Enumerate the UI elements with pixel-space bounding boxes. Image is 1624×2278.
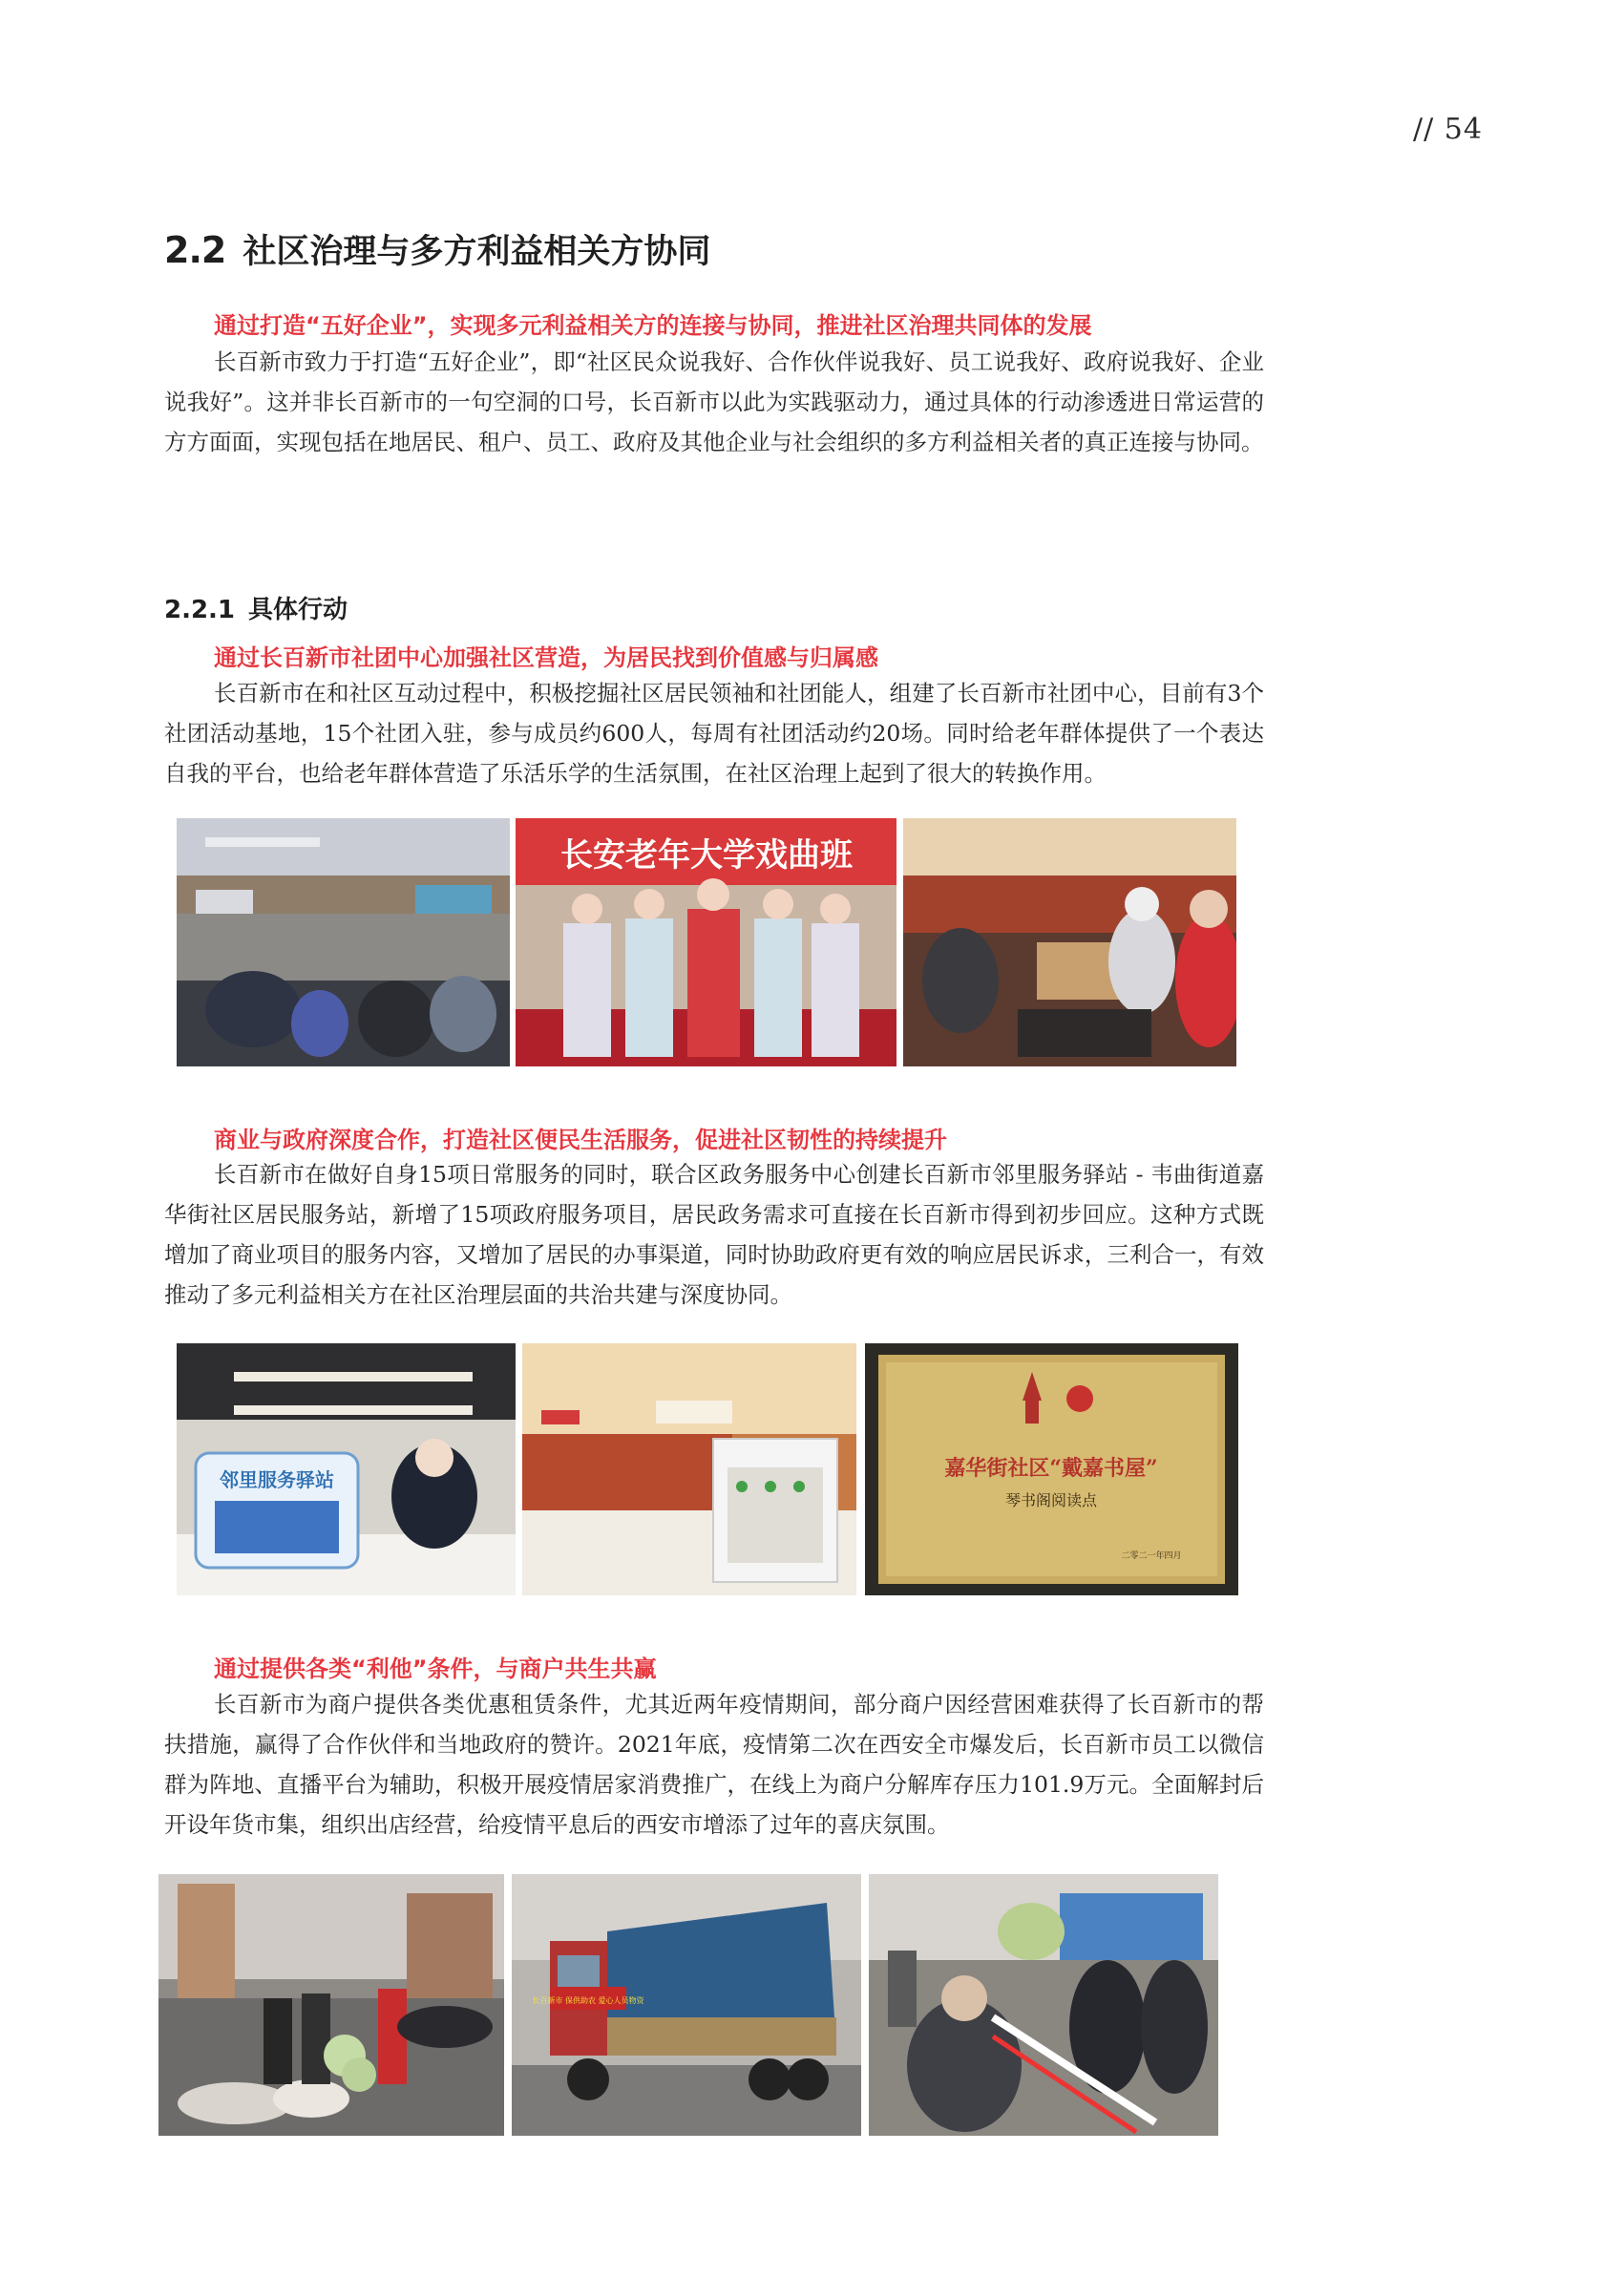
photo-elderly-club <box>903 818 1236 1066</box>
subsection-title: 具体行动 <box>248 596 348 624</box>
page-number: // 54 <box>1413 113 1483 146</box>
intro-subtitle: 通过打造“五好企业”，实现多元利益相关方的连接与协同，推进社区治理共同体的发展 <box>214 312 1092 339</box>
photo-grocery-handover <box>869 1874 1218 2136</box>
photo-service-counter <box>522 1343 856 1595</box>
photo-supply-truck <box>512 1874 861 2136</box>
section-heading <box>164 225 1310 273</box>
plaque-footer: 二零二一年四月 <box>1121 1551 1182 1561</box>
intro-paragraph: 长百新市致力于打造“五好企业”，即“社区民众说我好、合作伙伴说我好、员工说我好、政府说我好、企业说我好”。这并非长百新市的一句空洞的口号，长百新市以此为实践驱动力，通过具体的行动渗透进日常运营的方方面面，实现包括在地居民、租户、员工、政府及其他企业与社会组织的多方利益相关者的真正连接与协同。 <box>164 348 1264 455</box>
opera-banner-text: 长安老年大学戏曲班 <box>560 836 853 875</box>
section-number: 2.2 <box>164 229 226 271</box>
block2-subtitle: 商业与政府深度合作，打造社区便民生活服务，促进社区韧性的持续提升 <box>214 1127 947 1153</box>
subsection-heading <box>164 590 928 625</box>
photo-reading-plaque <box>865 1343 1238 1595</box>
photo-mall-activity <box>177 818 510 1066</box>
block3-subtitle: 通过提供各类“利他”条件，与商户共生共赢 <box>214 1656 657 1682</box>
photo-street-distribution <box>158 1874 504 2136</box>
plaque-title: 嘉华街社区“戴嘉书屋” <box>944 1456 1158 1481</box>
photo-neighborhood-station <box>177 1343 516 1595</box>
block1-subtitle: 通过长百新市社团中心加强社区营造，为居民找到价值感与归属感 <box>214 644 878 671</box>
subsection-number: 2.2.1 <box>164 596 236 624</box>
photo-opera-performers <box>516 818 896 1066</box>
block3-paragraph: 长百新市为商户提供各类优惠租赁条件，尤其近两年疫情期间，部分商户因经营困难获得了长百新市的帮扶措施，赢得了合作伙伴和当地政府的赞许。2021年底，疫情第二次在西安全市爆发后，长百新市员工以微信群为阵地、直播平台为辅助，积极开展疫情居家消费推广，在线上为商户分解库存压力101.9万元。全面解封后开设年货市集，组织出店经营，给疫情平息后的西安市增添了过年的喜庆氛围。 <box>164 1691 1264 1838</box>
block1-paragraph: 长百新市在和社区互动过程中，积极挖掘社区居民领袖和社团能人，组建了长百新市社团中心，目前有3个社团活动基地，15个社团入驻，参与成员约600人，每周有社团活动约20场。同时给老年群体提供了一个表达自我的平台，也给老年群体营造了乐活乐学的生活氛围，在社区治理上起到了很大的转换作用。 <box>164 680 1264 787</box>
block2-paragraph: 长百新市在做好自身15项日常服务的同时，联合区政务服务中心创建长百新市邻里服务驿站 - 韦曲街道嘉华街社区居民服务站，新增了15项政府服务项目，居民政务需求可直接在长百新市得到初步回应。这种方式既增加了商业项目的服务内容，又增加了居民的办事渠道，同时协助政府更有效的响应居民诉求，三利合一，有效推动了多元利益相关方在社区治理层面的共治共建与深度协同。 <box>164 1161 1264 1308</box>
station-sign-text: 邻里服务驿站 <box>220 1468 334 1491</box>
plaque-subtitle: 琴书阁阅读点 <box>1004 1491 1098 1509</box>
truck-banner-text: 长百新市 保供助农 爱心人员物资 <box>532 1996 644 2005</box>
section-title: 社区治理与多方利益相关方协同 <box>243 233 711 271</box>
